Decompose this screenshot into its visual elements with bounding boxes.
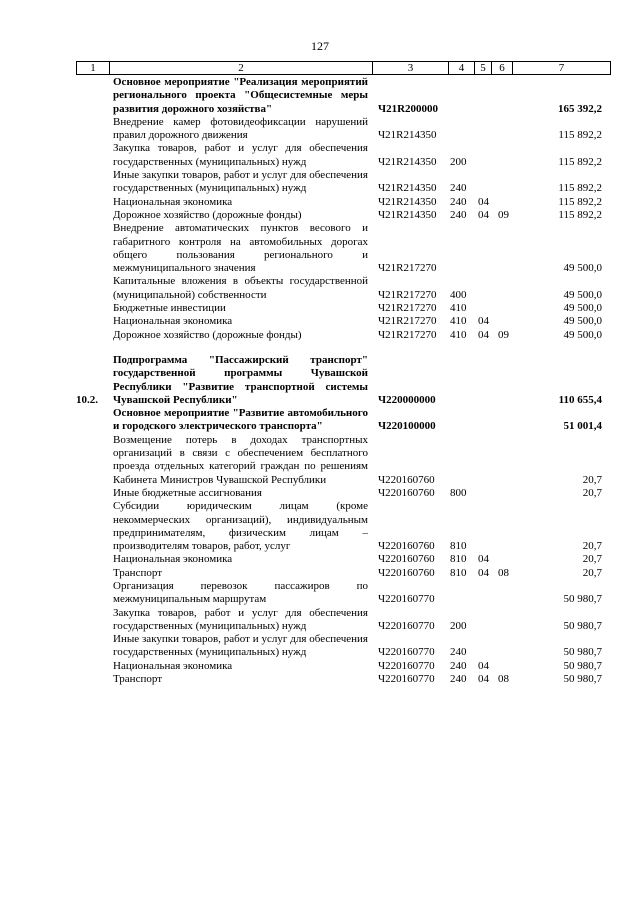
row-code: Ч21R217270 <box>378 302 437 315</box>
row-amount: 20,7 <box>582 473 602 486</box>
row-code: Ч220160760 <box>378 566 435 579</box>
row-subsection: 08 <box>498 673 509 686</box>
row-section: 04 <box>478 566 489 579</box>
row-amount: 50 980,7 <box>563 659 602 672</box>
row-expense-type: 410 <box>450 315 467 328</box>
row-name: Внедрение автоматических пунктов весового и габаритного контроля на автомобильных дорогах общего пользования регионального и межмуниципального значения <box>113 222 368 275</box>
header-col-5: 5 <box>475 62 492 74</box>
row-amount: 49 500,0 <box>563 315 602 328</box>
table-row <box>76 76 611 116</box>
table-row <box>76 500 611 553</box>
row-expense-type: 410 <box>450 302 467 315</box>
table-row <box>76 673 611 686</box>
row-subsection: 08 <box>498 566 509 579</box>
row-code: Ч220160760 <box>378 540 435 553</box>
row-name: Основное мероприятие "Развитие автомобильного и городского электрического транспорта" <box>113 407 368 433</box>
row-expense-type: 240 <box>450 208 467 221</box>
row-amount: 50 980,7 <box>563 646 602 659</box>
table-row <box>76 222 611 275</box>
row-name: Национальная экономика <box>113 659 233 672</box>
row-name: Внедрение камер фотовидеофиксации нарушений правил дорожного движения <box>113 115 368 142</box>
header-col-7: 7 <box>558 62 565 74</box>
table-row <box>76 302 611 315</box>
row-amount: 51 001,4 <box>563 420 602 433</box>
page-number: 127 <box>311 39 329 53</box>
row-code: Ч21R214350 <box>378 208 437 221</box>
header-col-3: 3 <box>373 62 449 74</box>
table-row <box>76 329 611 342</box>
row-amount: 50 980,7 <box>563 619 602 632</box>
row-code: Ч21R214350 <box>378 182 437 195</box>
row-expense-type: 240 <box>450 659 467 672</box>
row-amount: 20,7 <box>582 540 602 553</box>
row-code: Ч220160760 <box>378 473 435 486</box>
row-name: Подпрограмма "Пассажирский транспорт" государственной программы Чувашской Республики "Развитие транспортной системы Чувашской Республики" <box>113 353 368 406</box>
row-code: Ч220160770 <box>378 619 435 632</box>
row-name: Капитальные вложения в объекты государственной (муниципальной) собственности <box>113 275 368 301</box>
table-row <box>76 487 611 500</box>
row-section: 04 <box>478 659 489 672</box>
row-name: Возмещение потерь в доходах транспортных организаций в связи с обеспечением бесплатного проезда отдельных категорий граждан по решениям Кабинета Министров Чувашской Республики <box>113 433 368 486</box>
row-subsection: 09 <box>498 328 509 341</box>
row-amount: 50 980,7 <box>563 593 602 606</box>
row-section: 04 <box>478 673 489 686</box>
table-row <box>76 580 611 607</box>
table-row <box>76 434 611 487</box>
row-section: 04 <box>478 195 489 208</box>
row-amount: 20,7 <box>582 566 602 579</box>
table-row <box>76 196 611 209</box>
header-col-4: 4 <box>449 62 475 74</box>
table-row <box>76 354 611 407</box>
row-amount: 115 892,2 <box>558 182 602 195</box>
row-amount: 20,7 <box>582 553 602 566</box>
row-code: Ч21R200000 <box>378 102 439 115</box>
row-name: Иные закупки товаров, работ и услуг для обеспечения государственных (муниципальных) нужд <box>113 169 368 195</box>
row-name: Транспорт <box>113 566 163 579</box>
header-col-2: 2 <box>110 62 373 74</box>
row-expense-type: 240 <box>450 182 467 195</box>
row-code: Ч220160770 <box>378 659 435 672</box>
row-section: 04 <box>478 208 489 221</box>
row-amount: 165 392,2 <box>558 102 602 115</box>
row-name: Иные бюджетные ассигнования <box>113 486 262 499</box>
row-name: Транспорт <box>113 673 163 686</box>
row-section: 04 <box>478 553 489 566</box>
row-name: Национальная экономика <box>113 315 233 328</box>
row-amount: 110 655,4 <box>558 393 602 406</box>
table-row <box>76 567 611 580</box>
table-row <box>76 275 611 302</box>
table-row <box>76 169 611 196</box>
row-amount: 49 500,0 <box>563 262 602 275</box>
row-name: Организация перевозок пассажиров по межмуниципальным маршрутам <box>113 579 368 606</box>
row-expense-type: 800 <box>450 486 467 499</box>
table-header <box>76 61 611 75</box>
row-expense-type: 240 <box>450 195 467 208</box>
row-expense-type: 810 <box>450 553 467 566</box>
row-number: 10.2. <box>76 393 98 406</box>
header-col-6: 6 <box>492 62 513 74</box>
row-code: Ч21R217270 <box>378 262 437 275</box>
row-expense-type: 240 <box>450 673 467 686</box>
row-code: Ч220100000 <box>378 420 436 433</box>
row-name: Дорожное хозяйство (дорожные фонды) <box>113 328 302 341</box>
row-code: Ч21R217270 <box>378 288 437 301</box>
row-expense-type: 200 <box>450 619 467 632</box>
row-amount: 20,7 <box>582 486 602 499</box>
row-amount: 115 892,2 <box>558 195 602 208</box>
row-amount: 49 500,0 <box>563 288 602 301</box>
row-code: Ч220160770 <box>378 593 435 606</box>
row-expense-type: 410 <box>450 328 467 341</box>
row-name: Закупка товаров, работ и услуг для обеспечения государственных (муниципальных) нужд <box>113 142 368 168</box>
row-amount: 49 500,0 <box>563 302 602 315</box>
row-name: Субсидии юридическим лицам (кроме некоммерческих организаций), индивидуальным предпринимателям, физическим лицам – производителям товаров, работ, услуг <box>113 500 368 553</box>
row-name: Бюджетные инвестиции <box>113 302 226 315</box>
row-name: Национальная экономика <box>113 195 233 208</box>
row-section: 04 <box>478 315 489 328</box>
header-col-1: 1 <box>77 62 110 74</box>
table-row <box>76 633 611 660</box>
row-amount: 50 980,7 <box>563 673 602 686</box>
table-row <box>76 209 611 222</box>
row-expense-type: 240 <box>450 646 467 659</box>
table-body <box>76 76 611 686</box>
row-code: Ч220160770 <box>378 646 435 659</box>
row-expense-type: 810 <box>450 540 467 553</box>
table-row <box>76 116 611 143</box>
table-row <box>76 607 611 634</box>
row-name: Национальная экономика <box>113 553 233 566</box>
row-name: Основное мероприятие "Реализация мероприятий регионального проекта "Общесистемные меры развития дорожного хозяйства" <box>113 76 368 115</box>
row-code: Ч220000000 <box>378 393 436 406</box>
row-code: Ч220160770 <box>378 673 435 686</box>
row-amount: 115 892,2 <box>558 129 602 142</box>
table-row <box>76 660 611 673</box>
table-row <box>76 407 611 434</box>
row-code: Ч21R217270 <box>378 328 437 341</box>
row-expense-type: 200 <box>450 155 467 168</box>
row-expense-type: 400 <box>450 288 467 301</box>
row-section: 04 <box>478 328 489 341</box>
row-expense-type: 810 <box>450 566 467 579</box>
row-amount: 115 892,2 <box>558 155 602 168</box>
row-subsection: 09 <box>498 208 509 221</box>
row-code: Ч21R214350 <box>378 195 437 208</box>
table-row <box>76 553 611 566</box>
table-row <box>76 142 611 169</box>
row-name: Иные закупки товаров, работ и услуг для обеспечения государственных (муниципальных) нужд <box>113 633 368 659</box>
row-code: Ч21R214350 <box>378 155 437 168</box>
row-name: Закупка товаров, работ и услуг для обеспечения государственных (муниципальных) нужд <box>113 606 368 632</box>
row-code: Ч21R214350 <box>378 129 437 142</box>
table-row <box>76 315 611 328</box>
row-spacer <box>76 342 611 354</box>
row-code: Ч21R217270 <box>378 315 437 328</box>
row-code: Ч220160760 <box>378 553 435 566</box>
row-code: Ч220160760 <box>378 486 435 499</box>
row-amount: 49 500,0 <box>563 328 602 341</box>
row-amount: 115 892,2 <box>558 208 602 221</box>
row-name: Дорожное хозяйство (дорожные фонды) <box>113 208 302 221</box>
